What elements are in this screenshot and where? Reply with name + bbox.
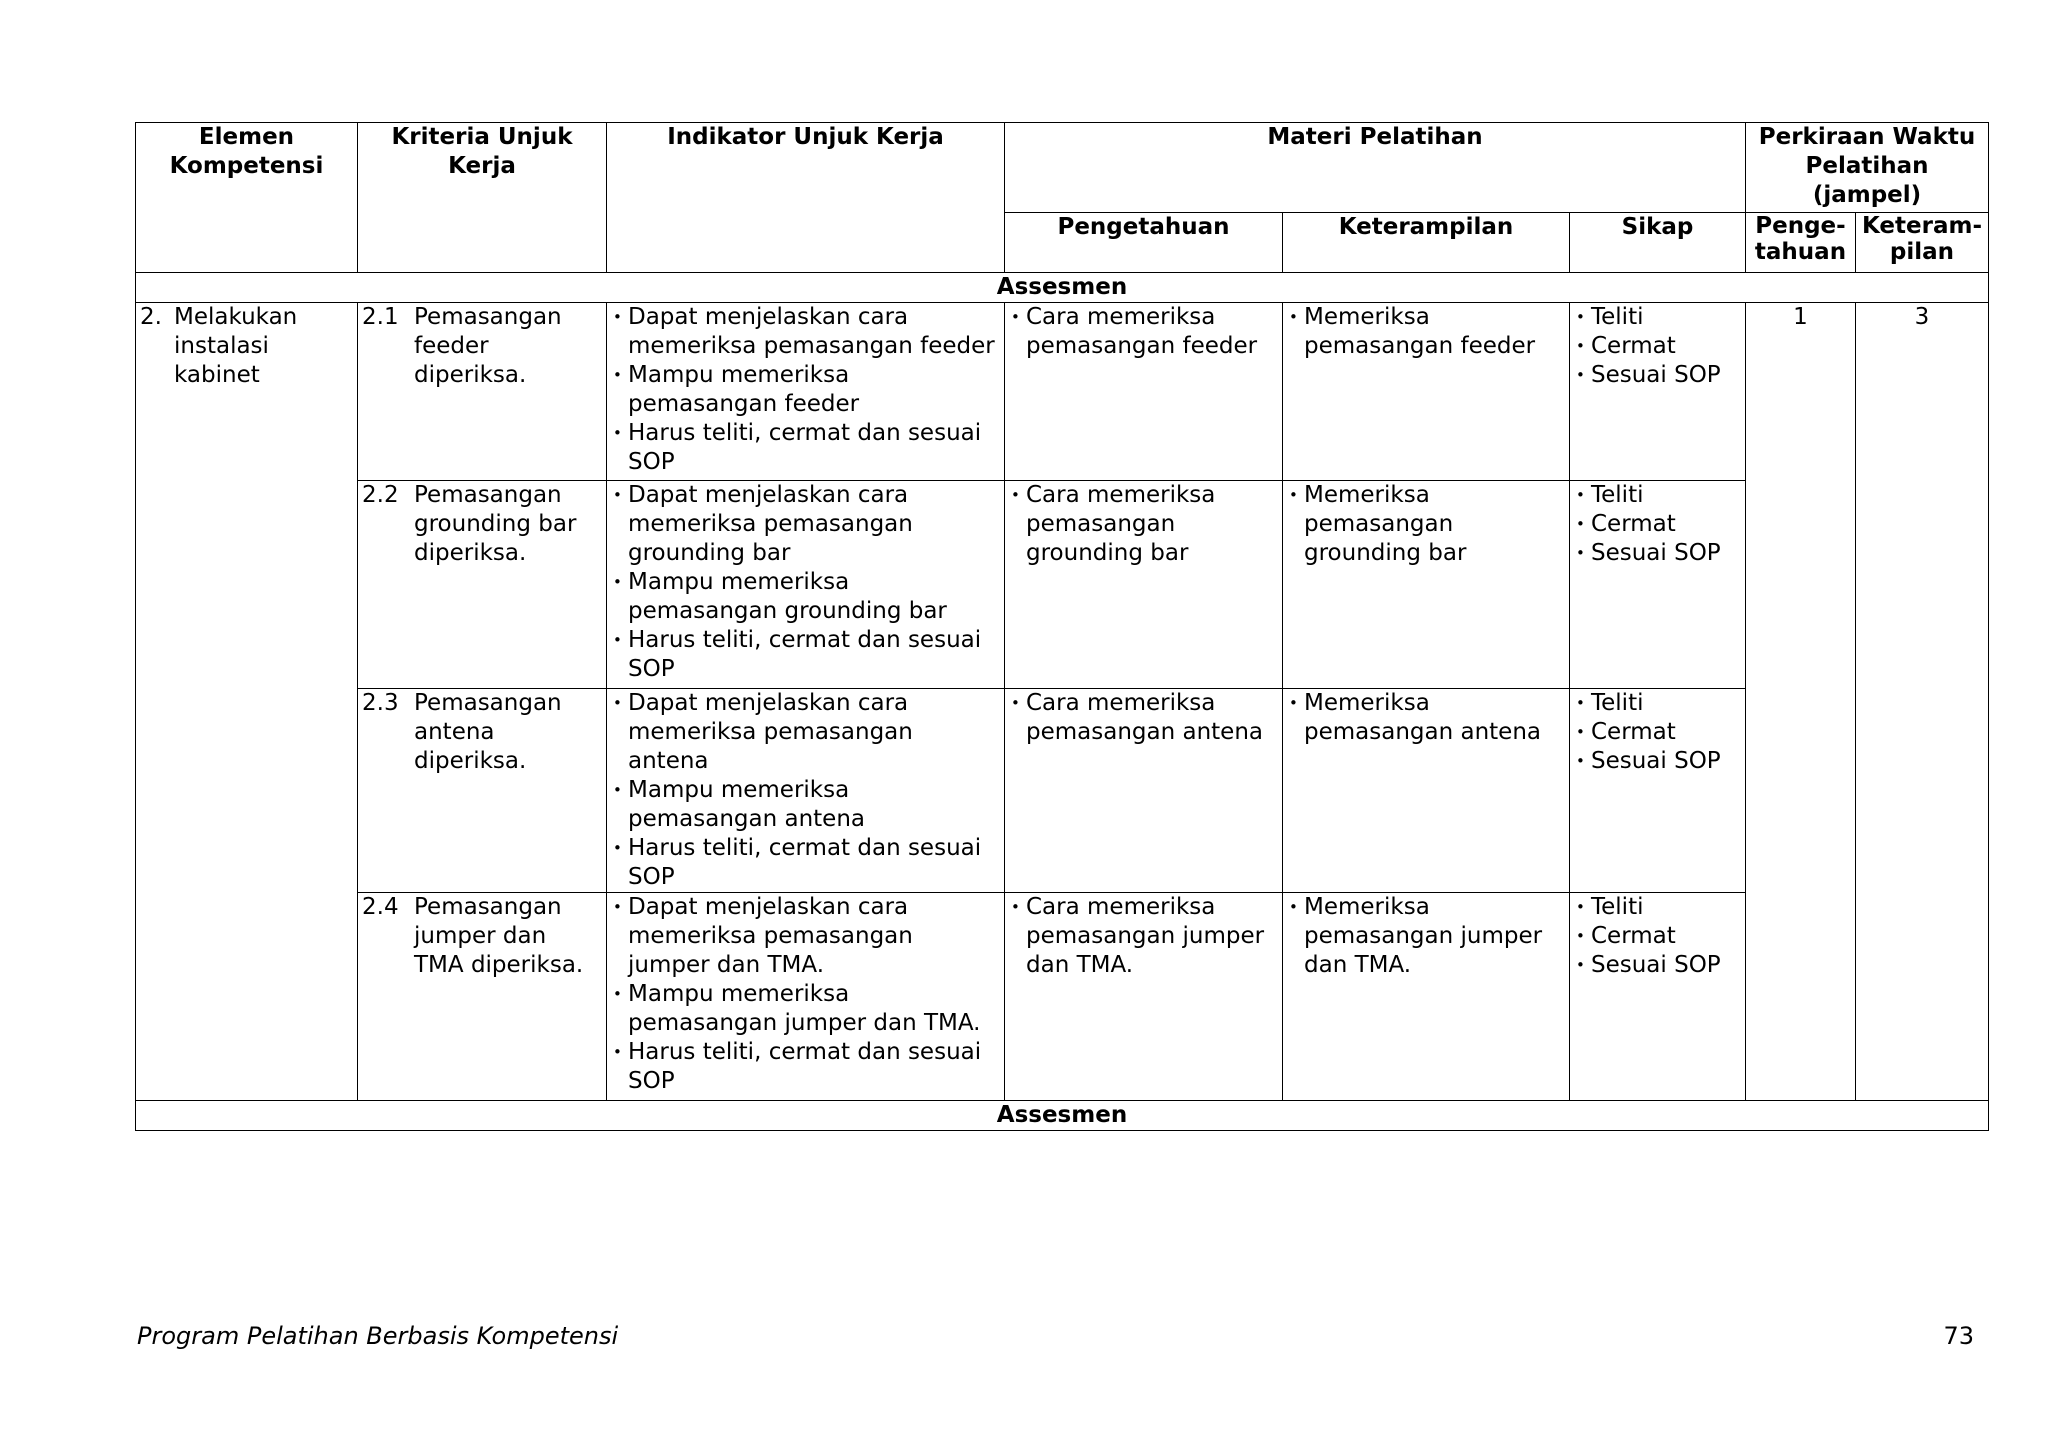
assesmen-row-top: Assesmen: [136, 273, 1989, 303]
table-row: [136, 481, 1989, 689]
sikap-item: • Teliti: [1574, 303, 1741, 332]
kriteria-cell: [358, 893, 607, 1101]
indikator-cell: [607, 303, 1005, 481]
indikator-cell: [607, 689, 1005, 893]
keterampilan-cell: [1283, 481, 1570, 689]
sikap-item: • Teliti: [1574, 481, 1741, 510]
header-perkiraan: Perkiraan Waktu Pelatihan (jampel): [1746, 123, 1989, 213]
keterampilan-cell: [1283, 689, 1570, 893]
header-elemen: Elemen Kompetensi: [136, 123, 358, 273]
indikator-item: • Dapat menjelaskan cara memeriksa pemasangan antena: [611, 689, 1000, 776]
keterampilan-item: • Memeriksa pemasangan antena: [1287, 689, 1565, 747]
indikator-item: • Dapat menjelaskan cara memeriksa pemasangan feeder: [611, 303, 1000, 361]
pengetahuan-item: • Cara memeriksa pemasangan antena: [1009, 689, 1278, 747]
sikap-item: • Cermat: [1574, 510, 1741, 539]
pengetahuan-cell: [1005, 303, 1283, 481]
header-kriteria: Kriteria Unjuk Kerja: [358, 123, 607, 273]
table-row: [136, 689, 1989, 893]
kriteria-cell: [358, 481, 607, 689]
kriteria-text: Pemasangan jumper dan TMA diperiksa.: [414, 894, 584, 978]
indikator-item: • Dapat menjelaskan cara memeriksa pemasangan jumper dan TMA.: [611, 893, 1000, 980]
keterampilan-item: • Memeriksa pemasangan feeder: [1287, 303, 1565, 361]
table-body: [136, 303, 1989, 1101]
sikap-cell: [1570, 481, 1746, 689]
kriteria-number: 2.4: [362, 894, 399, 920]
indikator-item: • Mampu memeriksa pemasangan grounding bar: [611, 568, 1000, 626]
kriteria-text: Pemasangan grounding bar diperiksa.: [414, 482, 577, 566]
header-sikap: Sikap: [1570, 213, 1746, 273]
keterampilan-item: • Memeriksa pemasangan grounding bar: [1287, 481, 1565, 568]
sikap-cell: [1570, 689, 1746, 893]
header-pengetahuan: Pengetahuan: [1005, 213, 1283, 273]
indikator-cell: [607, 893, 1005, 1101]
pengetahuan-item: • Cara memeriksa pemasangan jumper dan TMA.: [1009, 893, 1278, 980]
jampel-pengetahuan-value: 1: [1746, 303, 1856, 1101]
header-jampel-keterampilan: Keteram-pilan: [1856, 213, 1989, 273]
sikap-item: • Teliti: [1574, 893, 1741, 922]
keterampilan-cell: [1283, 303, 1570, 481]
pengetahuan-item: • Cara memeriksa pemasangan feeder: [1009, 303, 1278, 361]
table-row: [136, 893, 1989, 1101]
indikator-cell: [607, 481, 1005, 689]
keterampilan-item: • Memeriksa pemasangan jumper dan TMA.: [1287, 893, 1565, 980]
keterampilan-cell: [1283, 893, 1570, 1101]
sikap-item: • Sesuai SOP: [1574, 361, 1741, 390]
header-jampel-pengetahuan: Penge-tahuan: [1746, 213, 1856, 273]
jampel-keterampilan-value: 3: [1856, 303, 1989, 1101]
elemen-number: 2.: [140, 304, 162, 330]
page-number: 73: [1943, 1322, 1974, 1350]
header-keterampilan: Keterampilan: [1283, 213, 1570, 273]
pengetahuan-cell: [1005, 689, 1283, 893]
sikap-item: • Sesuai SOP: [1574, 747, 1741, 776]
kriteria-cell: [358, 303, 607, 481]
pengetahuan-item: • Cara memeriksa pemasangan grounding bar: [1009, 481, 1278, 568]
indikator-item: • Mampu memeriksa pemasangan antena: [611, 776, 1000, 834]
kriteria-cell: [358, 689, 607, 893]
indikator-item: • Dapat menjelaskan cara memeriksa pemasangan grounding bar: [611, 481, 1000, 568]
indikator-item: • Harus teliti, cermat dan sesuai SOP: [611, 419, 1000, 477]
elemen-cell: [136, 303, 358, 1101]
kriteria-number: 2.3: [362, 690, 399, 716]
indikator-item: • Harus teliti, cermat dan sesuai SOP: [611, 1038, 1000, 1096]
sikap-item: • Cermat: [1574, 718, 1741, 747]
sikap-item: • Sesuai SOP: [1574, 539, 1741, 568]
indikator-item: • Harus teliti, cermat dan sesuai SOP: [611, 834, 1000, 892]
indikator-item: • Mampu memeriksa pemasangan jumper dan TMA.: [611, 980, 1000, 1038]
kriteria-text: Pemasangan antena diperiksa.: [414, 690, 562, 774]
sikap-item: • Sesuai SOP: [1574, 951, 1741, 980]
footer-title: Program Pelatihan Berbasis Kompetensi: [137, 1322, 619, 1350]
header-materi: Materi Pelatihan: [1005, 123, 1746, 213]
table-row: [136, 303, 1989, 481]
sikap-item: • Cermat: [1574, 922, 1741, 951]
sikap-item: • Teliti: [1574, 689, 1741, 718]
elemen-text: Melakukan instalasi kabinet: [174, 304, 298, 388]
indikator-item: • Mampu memeriksa pemasangan feeder: [611, 361, 1000, 419]
kriteria-number: 2.1: [362, 304, 399, 330]
pengetahuan-cell: [1005, 893, 1283, 1101]
assesmen-row-bottom: Assesmen: [136, 1101, 1989, 1131]
header-indikator: Indikator Unjuk Kerja: [607, 123, 1005, 273]
indikator-item: • Harus teliti, cermat dan sesuai SOP: [611, 626, 1000, 684]
pengetahuan-cell: [1005, 481, 1283, 689]
sikap-item: • Cermat: [1574, 332, 1741, 361]
kriteria-number: 2.2: [362, 482, 399, 508]
sikap-cell: [1570, 893, 1746, 1101]
sikap-cell: [1570, 303, 1746, 481]
kriteria-text: Pemasangan feeder diperiksa.: [414, 304, 562, 388]
competency-table: [135, 122, 1989, 1131]
